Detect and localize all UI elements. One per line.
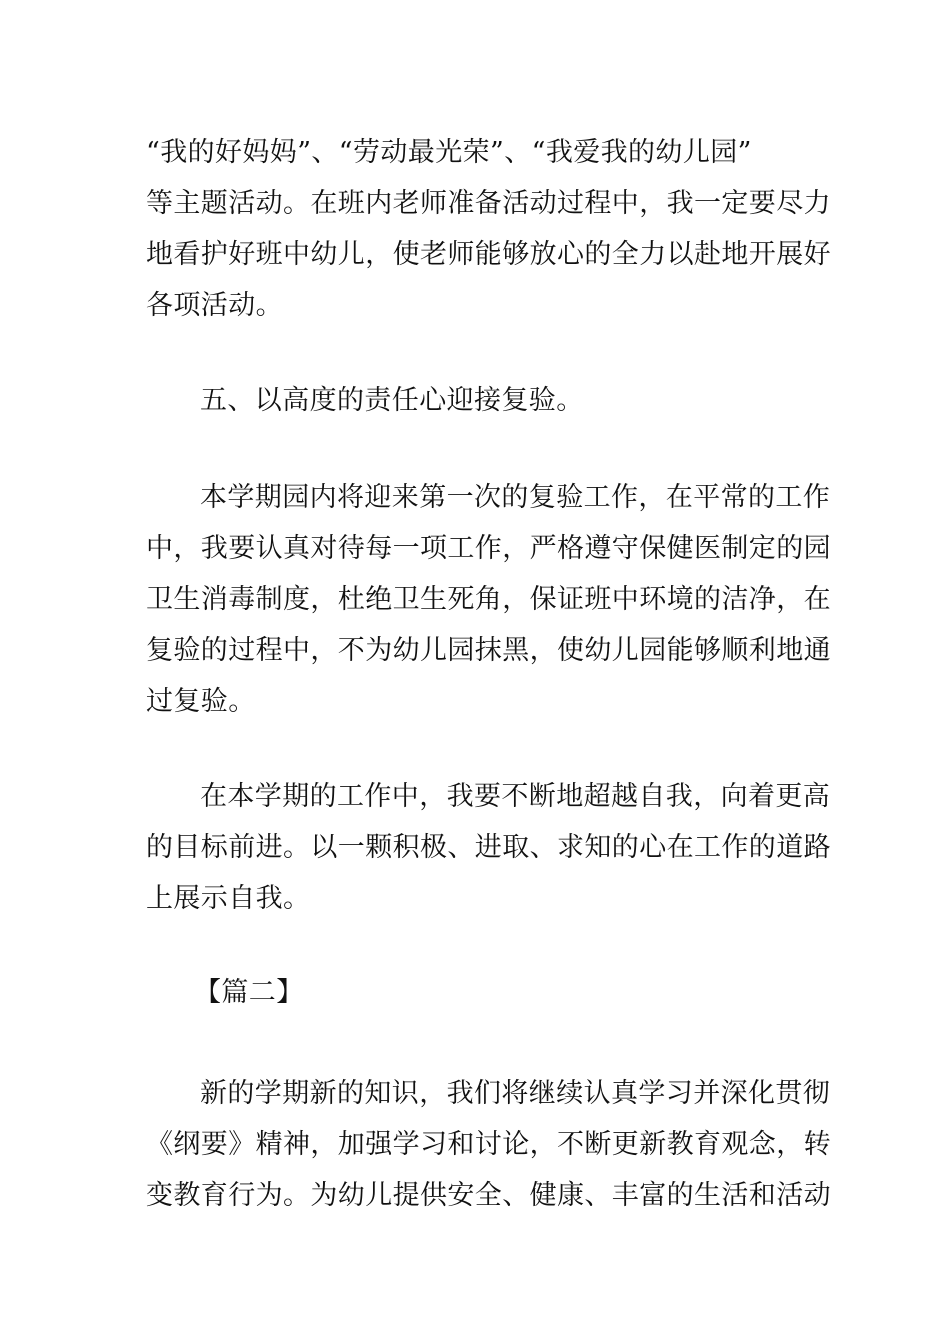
paragraph-line: 《纲要》精神，加强学习和讨论，不断更新教育观念，转 xyxy=(146,1129,831,1160)
paragraph-line: 过复验。 xyxy=(146,686,256,717)
paragraph-line: 等主题活动。在班内老师准备活动过程中，我一定要尽力 xyxy=(146,188,831,219)
section-heading-five: 五、以高度的责任心迎接复验。 xyxy=(200,385,584,416)
paragraph-line: 中，我要认真对待每一项工作，严格遵守保健医制定的园 xyxy=(146,533,831,564)
paragraph-line: 各项活动。 xyxy=(146,290,283,321)
paragraph-line: 地看护好班中幼儿，使老师能够放心的全力以赴地开展好 xyxy=(146,239,831,270)
paragraph-line: 变教育行为。为幼儿提供安全、健康、丰富的生活和活动 xyxy=(146,1180,831,1211)
paragraph-line: 本学期园内将迎来第一次的复验工作，在平常的工作 xyxy=(200,482,831,513)
paragraph-line: 新的学期新的知识，我们将继续认真学习并深化贯彻 xyxy=(200,1078,831,1109)
paragraph-themes xyxy=(146,127,831,331)
paragraph-line: 复验的过程中，不为幼儿园抹黑，使幼儿园能够顺利地通 xyxy=(146,635,831,666)
paragraph-new-semester xyxy=(146,1068,831,1221)
paragraph-self-improvement xyxy=(146,771,831,924)
section-title-part-two: 【篇二】 xyxy=(194,977,304,1008)
paragraph-line: 的目标前进。以一颗积极、进取、求知的心在工作的道路 xyxy=(146,832,831,863)
paragraph-line: 卫生消毒制度，杜绝卫生死角，保证班中环境的洁净，在 xyxy=(146,584,831,615)
paragraph-line: 上展示自我。 xyxy=(146,883,311,914)
paragraph-line: 在本学期的工作中，我要不断地超越自我，向着更高 xyxy=(200,781,831,812)
paragraph-reinspection xyxy=(146,472,831,727)
paragraph-line: “我的好妈妈”、“劳动最光荣”、“我爱我的幼儿园” xyxy=(146,137,752,168)
